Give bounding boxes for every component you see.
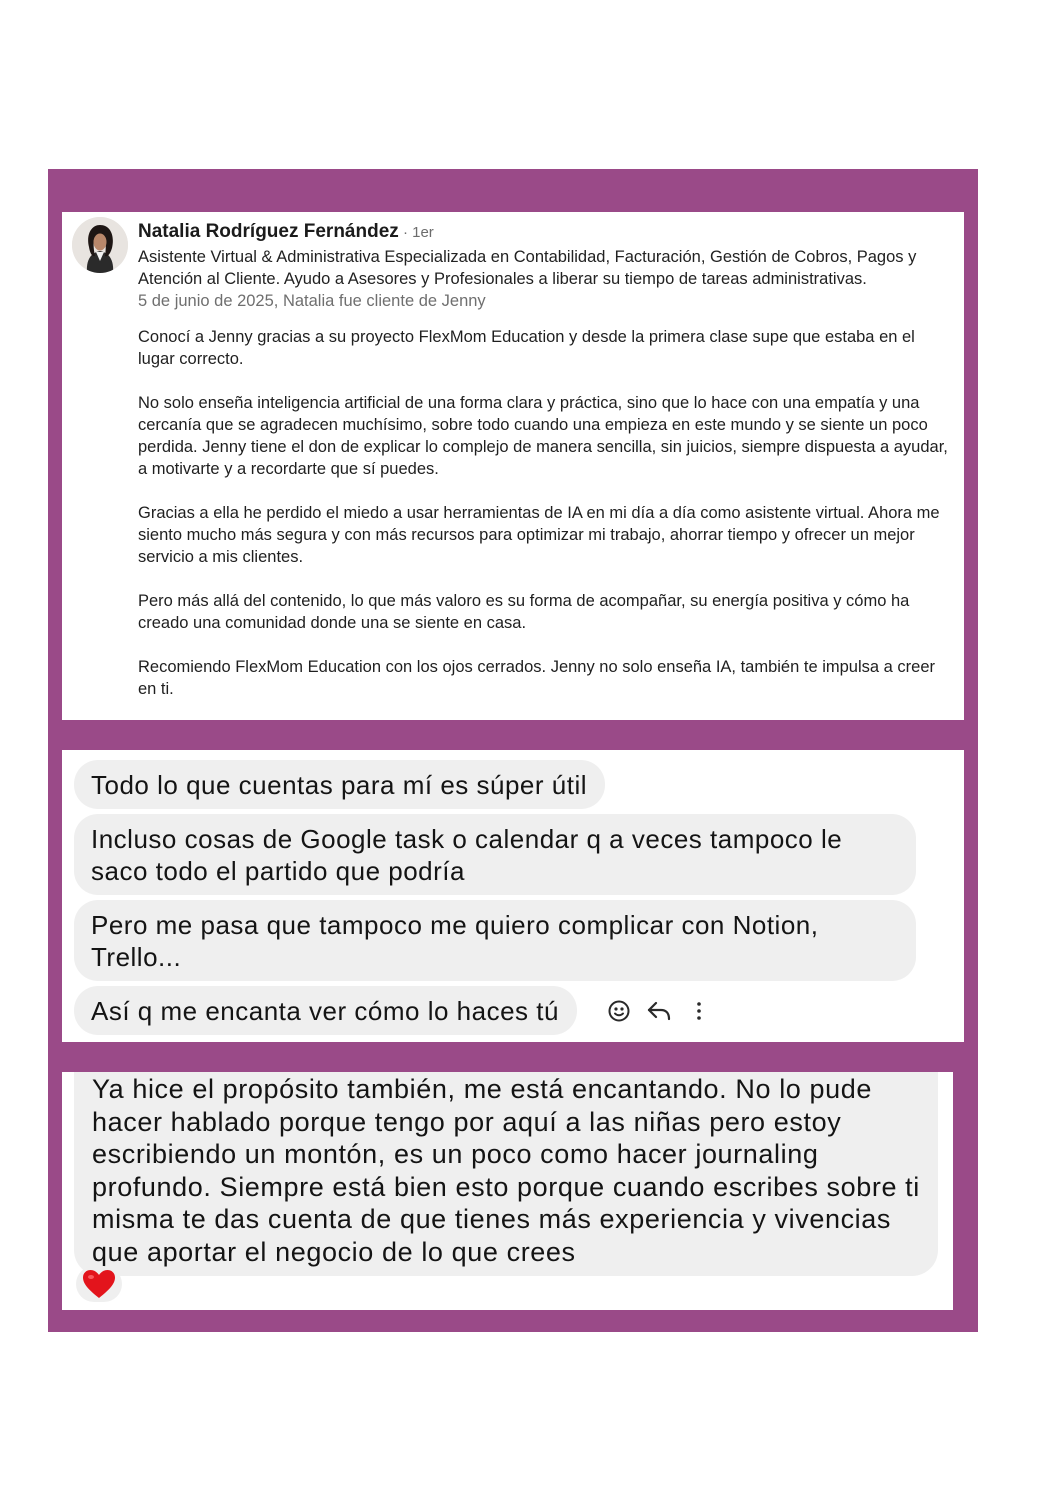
recommendation-text — [138, 326, 950, 700]
recommendation-card — [62, 212, 964, 720]
connection-degree: · 1er — [398, 224, 434, 241]
recommendation-paragraph: No solo enseña inteligencia artificial de una forma clara y práctica, sino que lo hace con una empatía y una cercanía que se agradecen muchísimo, sobre todo cuando una empieza en este mundo y se siente un poco perdida. Jenny tiene el don de explicar lo complejo de manera sencilla, sin juicios, siempre dispuesta a ayudar, a motivarte y a recordarte que sí puedes. — [138, 394, 948, 478]
message-bubble[interactable]: Incluso cosas de Google task o calendar q a veces tampoco le saco todo el partido que podría — [74, 814, 916, 895]
recommender-header — [138, 220, 950, 312]
smiley-icon[interactable] — [605, 997, 633, 1025]
more-vertical-icon[interactable] — [685, 997, 713, 1025]
recommender-name[interactable]: Natalia Rodríguez Fernández — [138, 221, 399, 242]
recommendation-date: 5 de junio de 2025, Natalia fue cliente de Jenny — [138, 292, 486, 310]
reply-icon[interactable] — [645, 997, 673, 1025]
recommendation-paragraph: Pero más allá del contenido, lo que más valoro es su forma de acompañar, su energía positiva y cómo ha creado una comunidad donde una se siente en casa. — [138, 592, 910, 632]
avatar[interactable] — [72, 217, 128, 273]
message-bubble-long[interactable]: Ya hice el propósito también, me está encantando. No lo pude hacer hablado porque tengo por aquí a las niñas pero estoy escribiendo un montón, es un poco como hacer journaling profundo. Siempre está bien esto porque cuando escribes sobre ti misma te das cuenta de que tienes más experiencia y vivencias que aportar el negocio de lo que crees — [74, 1072, 938, 1276]
message-bubble[interactable]: Pero me pasa que tampoco me quiero complicar con Notion, Trello... — [74, 900, 916, 981]
profile-photo — [72, 217, 128, 273]
message-actions — [605, 997, 713, 1025]
chat-screenshot-2 — [62, 1072, 953, 1310]
message-bubble[interactable]: Todo lo que cuentas para mí es súper útil — [74, 760, 605, 809]
chat-screenshot-1 — [62, 750, 964, 1042]
recommendation-paragraph: Gracias a ella he perdido el miedo a usar herramientas de IA en mi día a día como asistente virtual. Ahora me siento mucho más segura y con más recursos para optimizar mi trabajo, ahorrar tiempo y ofrecer un mejor servicio a mis clientes. — [138, 504, 940, 566]
heart-reaction-icon[interactable] — [76, 1266, 122, 1302]
name-line — [138, 220, 950, 245]
recommendation-paragraph: Recomiendo FlexMom Education con los ojos cerrados. Jenny no solo enseña IA, también te impulsa a creer en ti. — [138, 658, 935, 698]
recommendation-paragraph: Conocí a Jenny gracias a su proyecto FlexMom Education y desde la primera clase supe que estaba en el lugar correcto. — [138, 328, 915, 368]
recommender-headline: Asistente Virtual & Administrativa Especializada en Contabilidad, Facturación, Gestión de Cobros, Pagos y Atención al Cliente. Ayudo a Asesores y Profesionales a liberar su tiempo de tareas administrativas. — [138, 248, 917, 288]
message-bubble[interactable]: Así q me encanta ver cómo lo haces tú — [74, 986, 577, 1035]
